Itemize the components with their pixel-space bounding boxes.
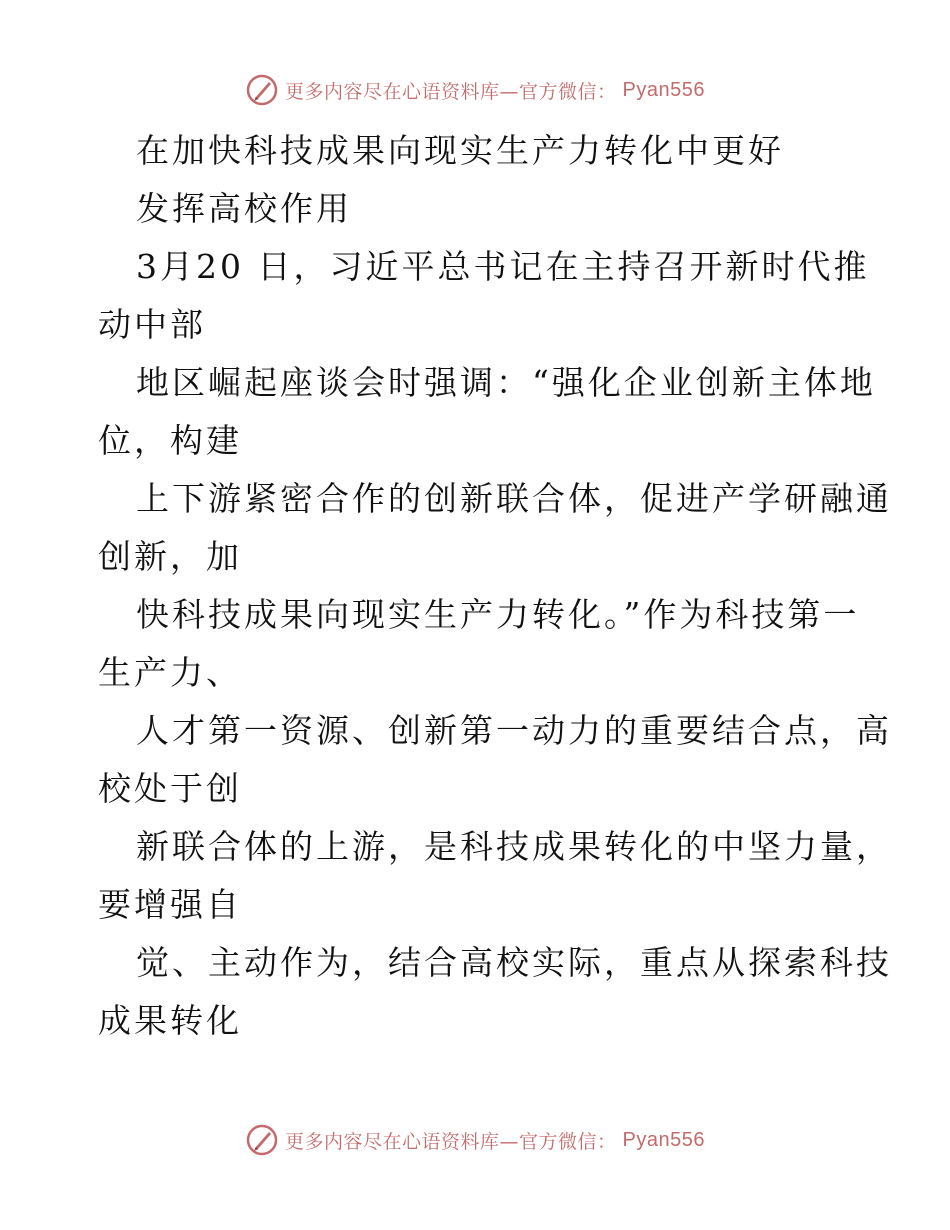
text-line: 在加快科技成果向现实生产力转化中更好 xyxy=(136,131,784,170)
watermark-text: 更多内容尽在心语资料库—官方微信： xyxy=(285,1130,617,1153)
watermark-text: 更多内容尽在心语资料库—官方微信： xyxy=(285,80,617,103)
text-line: 上下游紧密合作的创新联合体，促进产学研融通 xyxy=(136,479,892,518)
watermark-wechat-id: Pyan556 xyxy=(622,78,705,101)
text-line: 人才第一资源、创新第一动力的重要结合点，高 xyxy=(136,711,892,750)
text-line: 觉、主动作为，结合高校实际，重点从探索科技 xyxy=(136,943,892,982)
text-line: 动中部 xyxy=(98,305,206,344)
quill-logo-icon xyxy=(245,1123,279,1157)
text-line: 新联合体的上游，是科技成果转化的中坚力量， xyxy=(136,827,892,866)
text-line: 发挥高校作用 xyxy=(136,189,352,228)
text-line: 3月20 日，习近平总书记在主持召开新时代推 xyxy=(136,247,870,286)
text-line: 校处于创 xyxy=(98,769,242,808)
watermark-wechat-id: Pyan556 xyxy=(622,1128,705,1151)
document-body xyxy=(98,122,892,1050)
text-line: 地区崛起座谈会时强调：“强化企业创新主体地 xyxy=(136,363,876,402)
footer-watermark xyxy=(0,1120,950,1160)
text-line: 成果转化 xyxy=(98,1001,242,1040)
text-line: 创新，加 xyxy=(98,537,242,576)
text-line: 生产力、 xyxy=(98,653,242,692)
text-line: 要增强自 xyxy=(98,885,242,924)
quill-logo-icon xyxy=(245,73,279,107)
text-line: 快科技成果向现实生产力转化。”作为科技第一 xyxy=(136,595,860,634)
text-line: 位，构建 xyxy=(98,421,242,460)
header-watermark xyxy=(0,70,950,110)
